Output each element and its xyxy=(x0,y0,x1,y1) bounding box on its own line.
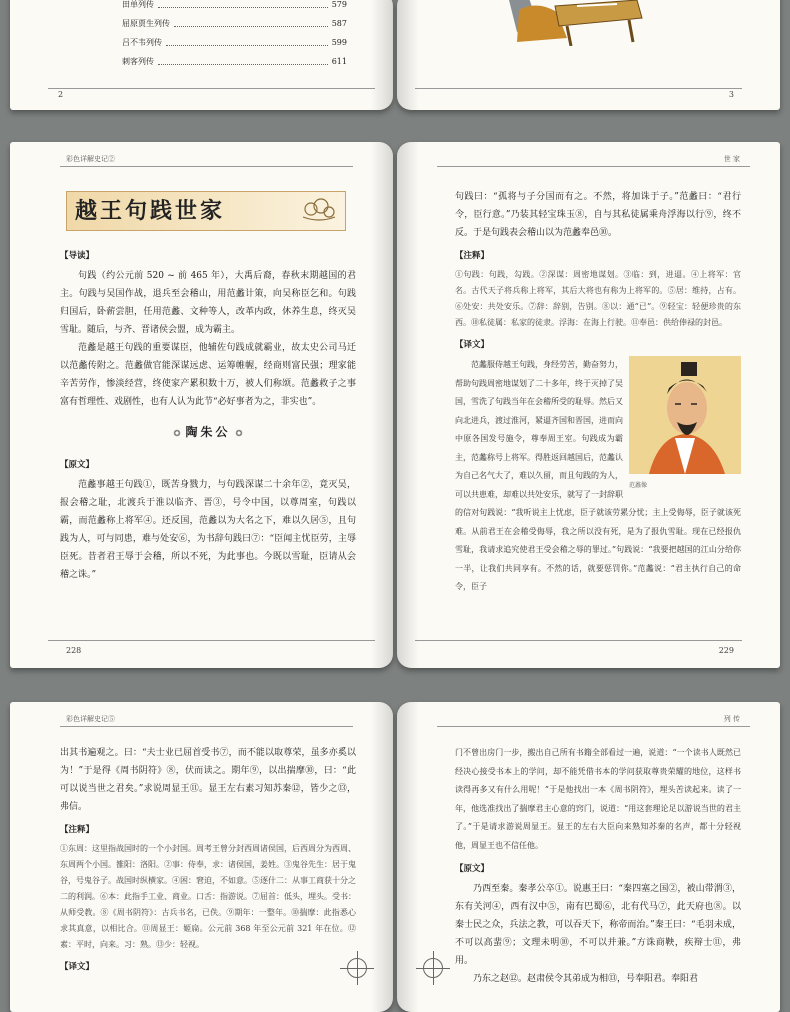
middle-spread xyxy=(10,142,780,668)
section-label: 【注释】 xyxy=(455,251,490,261)
portrait-caption: 范蠡像 xyxy=(629,482,648,489)
toc-entry xyxy=(122,33,347,52)
toc-entry-title: 屈原贾生列传 xyxy=(122,19,170,28)
fan-li-portrait xyxy=(629,356,741,474)
original-text: 乃西至秦。秦孝公卒①。说惠王曰：“秦四塞之国②，被山带渭③，东有关河④，西有汉中⑤，南有巴蜀⑥，北有代马⑦，此天府也⑧。以秦士民之众，兵法之教，可以吞天下，称帝而治。”秦王曰：“毛羽未成，不可以高蜚⑨；文理未明⑩，不可以并兼。”方诛商鞅，疾辩士⑪，弗用。 xyxy=(455,884,741,966)
section-label: 【译文】 xyxy=(455,340,490,350)
notes-text: ①东周：这里指战国时的一个小封国。周考王曾分封西周诸侯国，后西周分为西周、东周两个小国。雒阳：洛阳。②事：侍奉，求：诸侯国，姜姓。③鬼谷先生：居于鬼谷，号鬼谷子。战国时纵横家。④困：窘迫，不如意。⑤逐什二：从事工商获十分之二的利润。⑥本：此指手工业、商业。口舌：指游说。⑦屈首：低头，埋头。受书：从师受教。⑧《周书阴符》：古兵书名，已佚。⑨期年：一整年。⑩揣摩：此指悉心求其真意，以相比合。⑪周显王：姬扁。公元前 368 年至公元前 321 年在位。⑫素：平时，向来。习：熟。⑬少：轻视。 xyxy=(60,844,356,949)
running-header: 彩色详解史记⑤ xyxy=(66,715,115,723)
top-right-page xyxy=(397,0,780,110)
scholar-at-desk-icon xyxy=(497,0,647,46)
bottom-right-body xyxy=(455,744,741,988)
page-228-body xyxy=(60,242,356,584)
toc-entry xyxy=(122,14,347,33)
section-subheading: 陶朱公 xyxy=(60,423,356,441)
toc-entry-page: 599 xyxy=(331,38,347,47)
ornament-dot-icon xyxy=(235,429,243,437)
page-number: 229 xyxy=(718,646,734,655)
registration-mark-icon xyxy=(423,958,443,978)
page-229 xyxy=(397,142,780,668)
guide-paragraph: 范蠡是越王句践的重要谋臣，他辅佐句践成就霸业，故太史公司马迁以范蠡传附之。范蠡做官能深谋远虑、运筹帷幄，经商则富民强；理家能辛苦劳作，惨淡经营，终使家产累积数十万，被人们称颂。范蠡救子之事富有哲理性、戏剧性，也有人认为此节“必好事者为之，非实也”。 xyxy=(60,343,356,407)
translation xyxy=(455,356,741,597)
notes-text: ①句践：句践，勾践。②深谋：周密地谋划。③临：到，进逼。④上将军：官名。古代天子将兵称上将军，其后大将也有称为上将军的。⑤居：维持，占有。⑥处安：共处安乐。⑦辞：辞别，告别。⑧以：通“已”。⑨轻宝：轻便珍贵的东西。⑩私徒属：私家的徒隶。浮海：在海上行驶。⑪奉邑：供给俸禄的封邑。 xyxy=(455,270,741,327)
original-text: 句践曰：“孤将与子分国而有之。不然，将加诛于子。”范蠡曰：“君行令，臣行意。”乃装其轻宝珠玉⑧，自与其私徒属乘舟浮海以行⑨，终不反。于是句践表会稽山以为范蠡奉邑⑩。 xyxy=(455,192,741,238)
table-of-contents xyxy=(122,0,347,71)
chapter-title: 越王句践世家 xyxy=(75,198,226,224)
chapter-title-box xyxy=(66,191,346,231)
toc-entry xyxy=(122,0,347,14)
translation-paragraph: 门不曾出房门一步，搬出自己所有书籍全部看过一遍，说道：“一个读书人既然已经决心接受书本上的学问，却不能凭借书本的学问获取尊贵荣耀的地位，这样书读得再多又有什么用呢！”于是他找出一本《周书阴符》，埋头苦读起来。读了一年，他选准找出了揣摩君主心意的窍门，说道：“用这套理论足以游说当世的君主了。”于是请求游说周显王。显王的左右大臣向来熟知苏秦的名声，都十分轻视他，周显王也不信任他。 xyxy=(455,748,741,850)
section-label: 【注释】 xyxy=(60,825,95,835)
toc-entry-title: 田单列传 xyxy=(122,0,154,9)
running-header: 彩色详解史记② xyxy=(66,155,115,163)
bottom-spread xyxy=(10,702,780,1012)
section-label: 【导读】 xyxy=(60,251,95,261)
page-number: 228 xyxy=(66,646,82,655)
page-number: 3 xyxy=(728,90,734,99)
portrait-figure xyxy=(629,356,741,496)
registration-mark-icon xyxy=(347,958,367,978)
top-left-page xyxy=(10,0,393,110)
bottom-right-page xyxy=(397,702,780,1012)
toc-entry xyxy=(122,52,347,71)
section-label: 【原文】 xyxy=(455,864,490,874)
original-text: 范蠡事越王句践①，既苦身戮力，与句践深谋二十余年②，竟灭吴，报会稽之耻，北渡兵于淮以临齐、晋③，号令中国，以尊周室，句践以霸，而范蠡称上将军④。还反国，范蠡以为大名之下，难以久居⑤，且句践为人，可与同患，难与处安⑥，为书辞句践曰⑦：“臣闻主忧臣劳，主辱臣死。昔者君王辱于会稽，所以不死，为此事也。今既以雪耻，臣请从会稽之诛。” xyxy=(60,480,356,580)
cloud-pattern-icon xyxy=(299,195,339,227)
original-text: 出其书遍观之。曰：“夫士业已屈首受书⑦，而不能以取尊荣，虽多亦奚以为！”于是得《周书阴符》⑧，伏而读之。期年⑨，以出揣摩⑩，曰：“此可以说当世之君矣。”求说周显王⑪。显王左右素习知苏秦⑫，皆少之⑬，弗信。 xyxy=(60,748,356,812)
bottom-left-page xyxy=(10,702,393,1012)
section-label: 【原文】 xyxy=(60,460,95,470)
toc-entry-title: 刺客列传 xyxy=(122,57,154,66)
guide-paragraph: 句践（约公元前 520 ~ 前 465 年），大禹后裔，春秋末期越国的君主。句践与吴国作战，退兵至会稽山，用范蠡计策，向吴称臣乞和。句践归国后，卧薪尝胆，任用范蠡、文种等人，改革内政，休养生息，终灭吴雪耻。随后，与齐、晋诸侯会盟，成为霸主。 xyxy=(60,271,356,335)
toc-entry-title: 吕不韦列传 xyxy=(122,38,162,47)
translation-paragraph: 范蠡服侍越王句践，身经劳苦，勤奋努力，帮助句践周密地谋划了二十多年，终于灭掉了吴国，雪洗了句践当年在会稽所受的耻辱。然后又向北进兵，渡过淮河，紧逼齐国和晋国，进而向中原各国发号施令，尊奉周王室。句践成为霸主，范蠡称号上将军。得胜返回越国后，范蠡认为自己名气大了，难以久留，而且句践的为人，可以共患难，却难以共处安乐，就写了一封辞职的信对句践说：“我听说主上忧虑，臣子就该劳累分忧；主上受侮辱，臣子就该死难。从前君王在会稽受侮辱，我之所以没有死，是为了报仇雪耻。现在已经报仇雪耻，我请求追究使君王受会稽之辱的罪过。”句践说：“我要把越国的江山分给你一半，让我们共同享有。不然的话，就要惩罚你。”范蠡说：“君主执行自己的命令，臣子 xyxy=(455,360,741,591)
page-number: 2 xyxy=(58,90,64,99)
bottom-left-body xyxy=(60,744,356,978)
running-header: 世 家 xyxy=(723,155,740,163)
page-228 xyxy=(10,142,393,668)
running-header: 列 传 xyxy=(723,715,740,723)
ornament-dot-icon xyxy=(173,429,181,437)
toc-entry-page: 579 xyxy=(331,0,347,9)
toc-entry-page: 587 xyxy=(331,19,347,28)
section-label: 【译文】 xyxy=(60,962,95,972)
page-229-body xyxy=(455,188,741,597)
original-text-continued: 乃东之赵⑫。赵肃侯令其弟成为相⑬，号奉阳君。奉阳君 xyxy=(473,974,699,984)
translation xyxy=(455,744,741,855)
top-spread xyxy=(10,0,780,110)
toc-entry-page: 611 xyxy=(331,57,347,66)
